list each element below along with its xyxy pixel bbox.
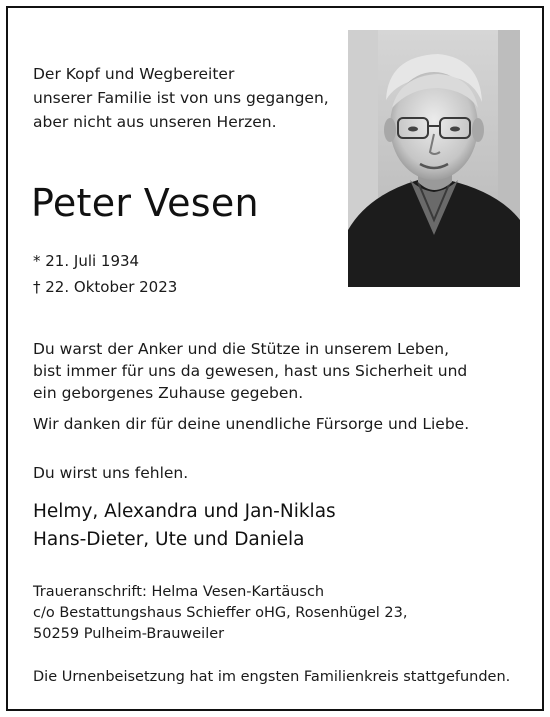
birth-date: * 21. Juli 1934	[33, 252, 140, 270]
mourning-address	[33, 582, 407, 645]
miss-you-text: Du wirst uns fehlen.	[33, 464, 189, 482]
address-line: c/o Bestattungshaus Schieffer oHG, Rosenhügel 23,	[33, 605, 408, 621]
intro-line: aber nicht aus unseren Herzen.	[33, 113, 277, 131]
burial-note: Die Urnenbeisetzung hat im engsten Familienkreis stattgefunden.	[33, 669, 511, 685]
death-date: † 22. Oktober 2023	[33, 278, 178, 296]
tribute-line: Du warst der Anker und die Stütze in unserem Leben,	[33, 340, 450, 358]
intro-line: Der Kopf und Wegbereiter	[33, 65, 235, 83]
intro-text	[33, 62, 329, 134]
portrait-illustration	[348, 30, 520, 287]
portrait-photo	[348, 30, 520, 287]
mourner-line: Hans-Dieter, Ute und Daniela	[33, 529, 305, 550]
intro-line: unserer Familie ist von uns gegangen,	[33, 89, 329, 107]
tribute-line: bist immer für uns da gewesen, hast uns Sicherheit und	[33, 362, 468, 380]
deceased-name: Peter Vesen	[31, 181, 259, 225]
tribute-text	[33, 338, 467, 404]
mourner-line: Helmy, Alexandra und Jan-Niklas	[33, 501, 336, 522]
mourners-list	[33, 498, 336, 554]
thanks-text: Wir danken dir für deine unendliche Fürsorge und Liebe.	[33, 415, 470, 433]
address-line: Traueranschrift: Helma Vesen-Kartäusch	[33, 584, 325, 600]
address-line: 50259 Pulheim-Brauweiler	[33, 626, 225, 642]
tribute-line: ein geborgenes Zuhause gegeben.	[33, 384, 304, 402]
life-dates	[33, 248, 177, 300]
